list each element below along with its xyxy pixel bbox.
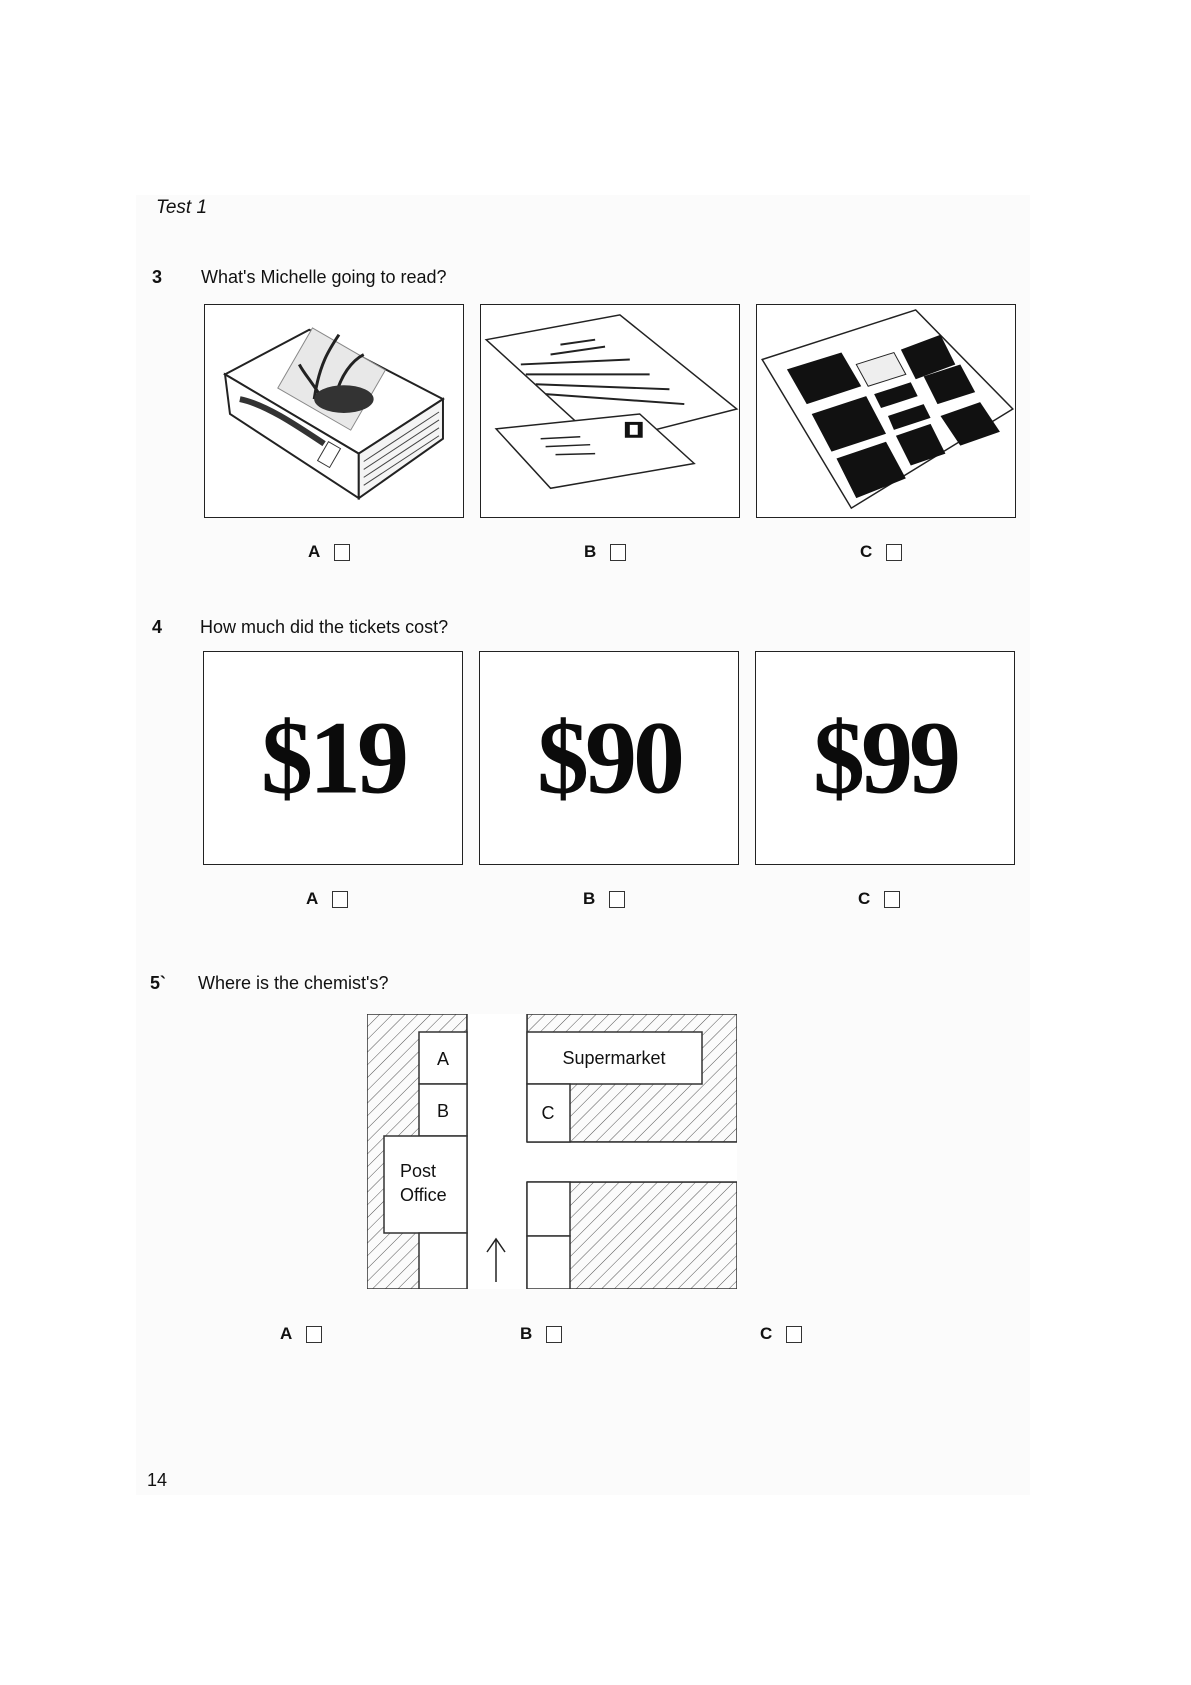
- letter-envelope-icon: [481, 305, 739, 517]
- question-5-number: 5`: [150, 973, 167, 993]
- option-letter: A: [308, 542, 321, 561]
- map-label-a: A: [436, 1049, 450, 1069]
- option-letter: C: [760, 1324, 773, 1343]
- option-3b-picture[interactable]: [480, 304, 740, 518]
- option-letter: C: [860, 542, 873, 561]
- question-3-number: 3: [152, 267, 163, 287]
- question-3-text: What's Michelle going to read?: [201, 267, 447, 287]
- magazine-icon: [757, 305, 1015, 517]
- option-letter: A: [306, 889, 319, 908]
- checkbox[interactable]: [886, 544, 902, 561]
- option-5c[interactable]: [760, 1324, 802, 1344]
- question-4-number: 4: [152, 617, 163, 637]
- checkbox[interactable]: [306, 1326, 322, 1343]
- option-letter: B: [583, 889, 596, 908]
- map-label-supermarket: Supermarket: [562, 1048, 666, 1068]
- checkbox[interactable]: [334, 544, 350, 561]
- option-4c[interactable]: [858, 889, 900, 909]
- option-letter: C: [858, 889, 871, 908]
- option-4a[interactable]: [306, 889, 348, 909]
- page-header: Test 1: [156, 197, 208, 218]
- option-4a-picture[interactable]: [203, 651, 463, 865]
- map-label-b: B: [436, 1101, 450, 1121]
- option-3a[interactable]: [308, 542, 350, 562]
- question-5-text: Where is the chemist's?: [198, 973, 389, 993]
- checkbox[interactable]: [610, 544, 626, 561]
- option-3c-picture[interactable]: [756, 304, 1016, 518]
- option-5b[interactable]: [520, 1324, 562, 1344]
- checkbox[interactable]: [884, 891, 900, 908]
- option-3a-picture[interactable]: [204, 304, 464, 518]
- checkbox[interactable]: [546, 1326, 562, 1343]
- map-label-post: Post: [400, 1161, 437, 1181]
- checkbox[interactable]: [332, 891, 348, 908]
- page-number: 14: [147, 1470, 168, 1490]
- question-4-text: How much did the tickets cost?: [200, 617, 449, 637]
- option-4c-picture[interactable]: [755, 651, 1015, 865]
- checkbox[interactable]: [609, 891, 625, 908]
- book-icon: [205, 305, 463, 517]
- price-label: $99: [813, 700, 957, 816]
- option-5a[interactable]: [280, 1324, 322, 1344]
- price-label: $90: [537, 700, 681, 816]
- option-4b-picture[interactable]: [479, 651, 739, 865]
- option-4b[interactable]: [583, 889, 625, 909]
- option-3c[interactable]: [860, 542, 902, 562]
- option-letter: A: [280, 1324, 293, 1343]
- map-label-office: Office: [400, 1185, 447, 1205]
- option-letter: B: [584, 542, 597, 561]
- map-label-c: C: [541, 1103, 555, 1123]
- price-label: $19: [261, 700, 405, 816]
- option-3b[interactable]: [584, 542, 626, 562]
- street-map: [367, 1014, 737, 1289]
- option-letter: B: [520, 1324, 533, 1343]
- checkbox[interactable]: [786, 1326, 802, 1343]
